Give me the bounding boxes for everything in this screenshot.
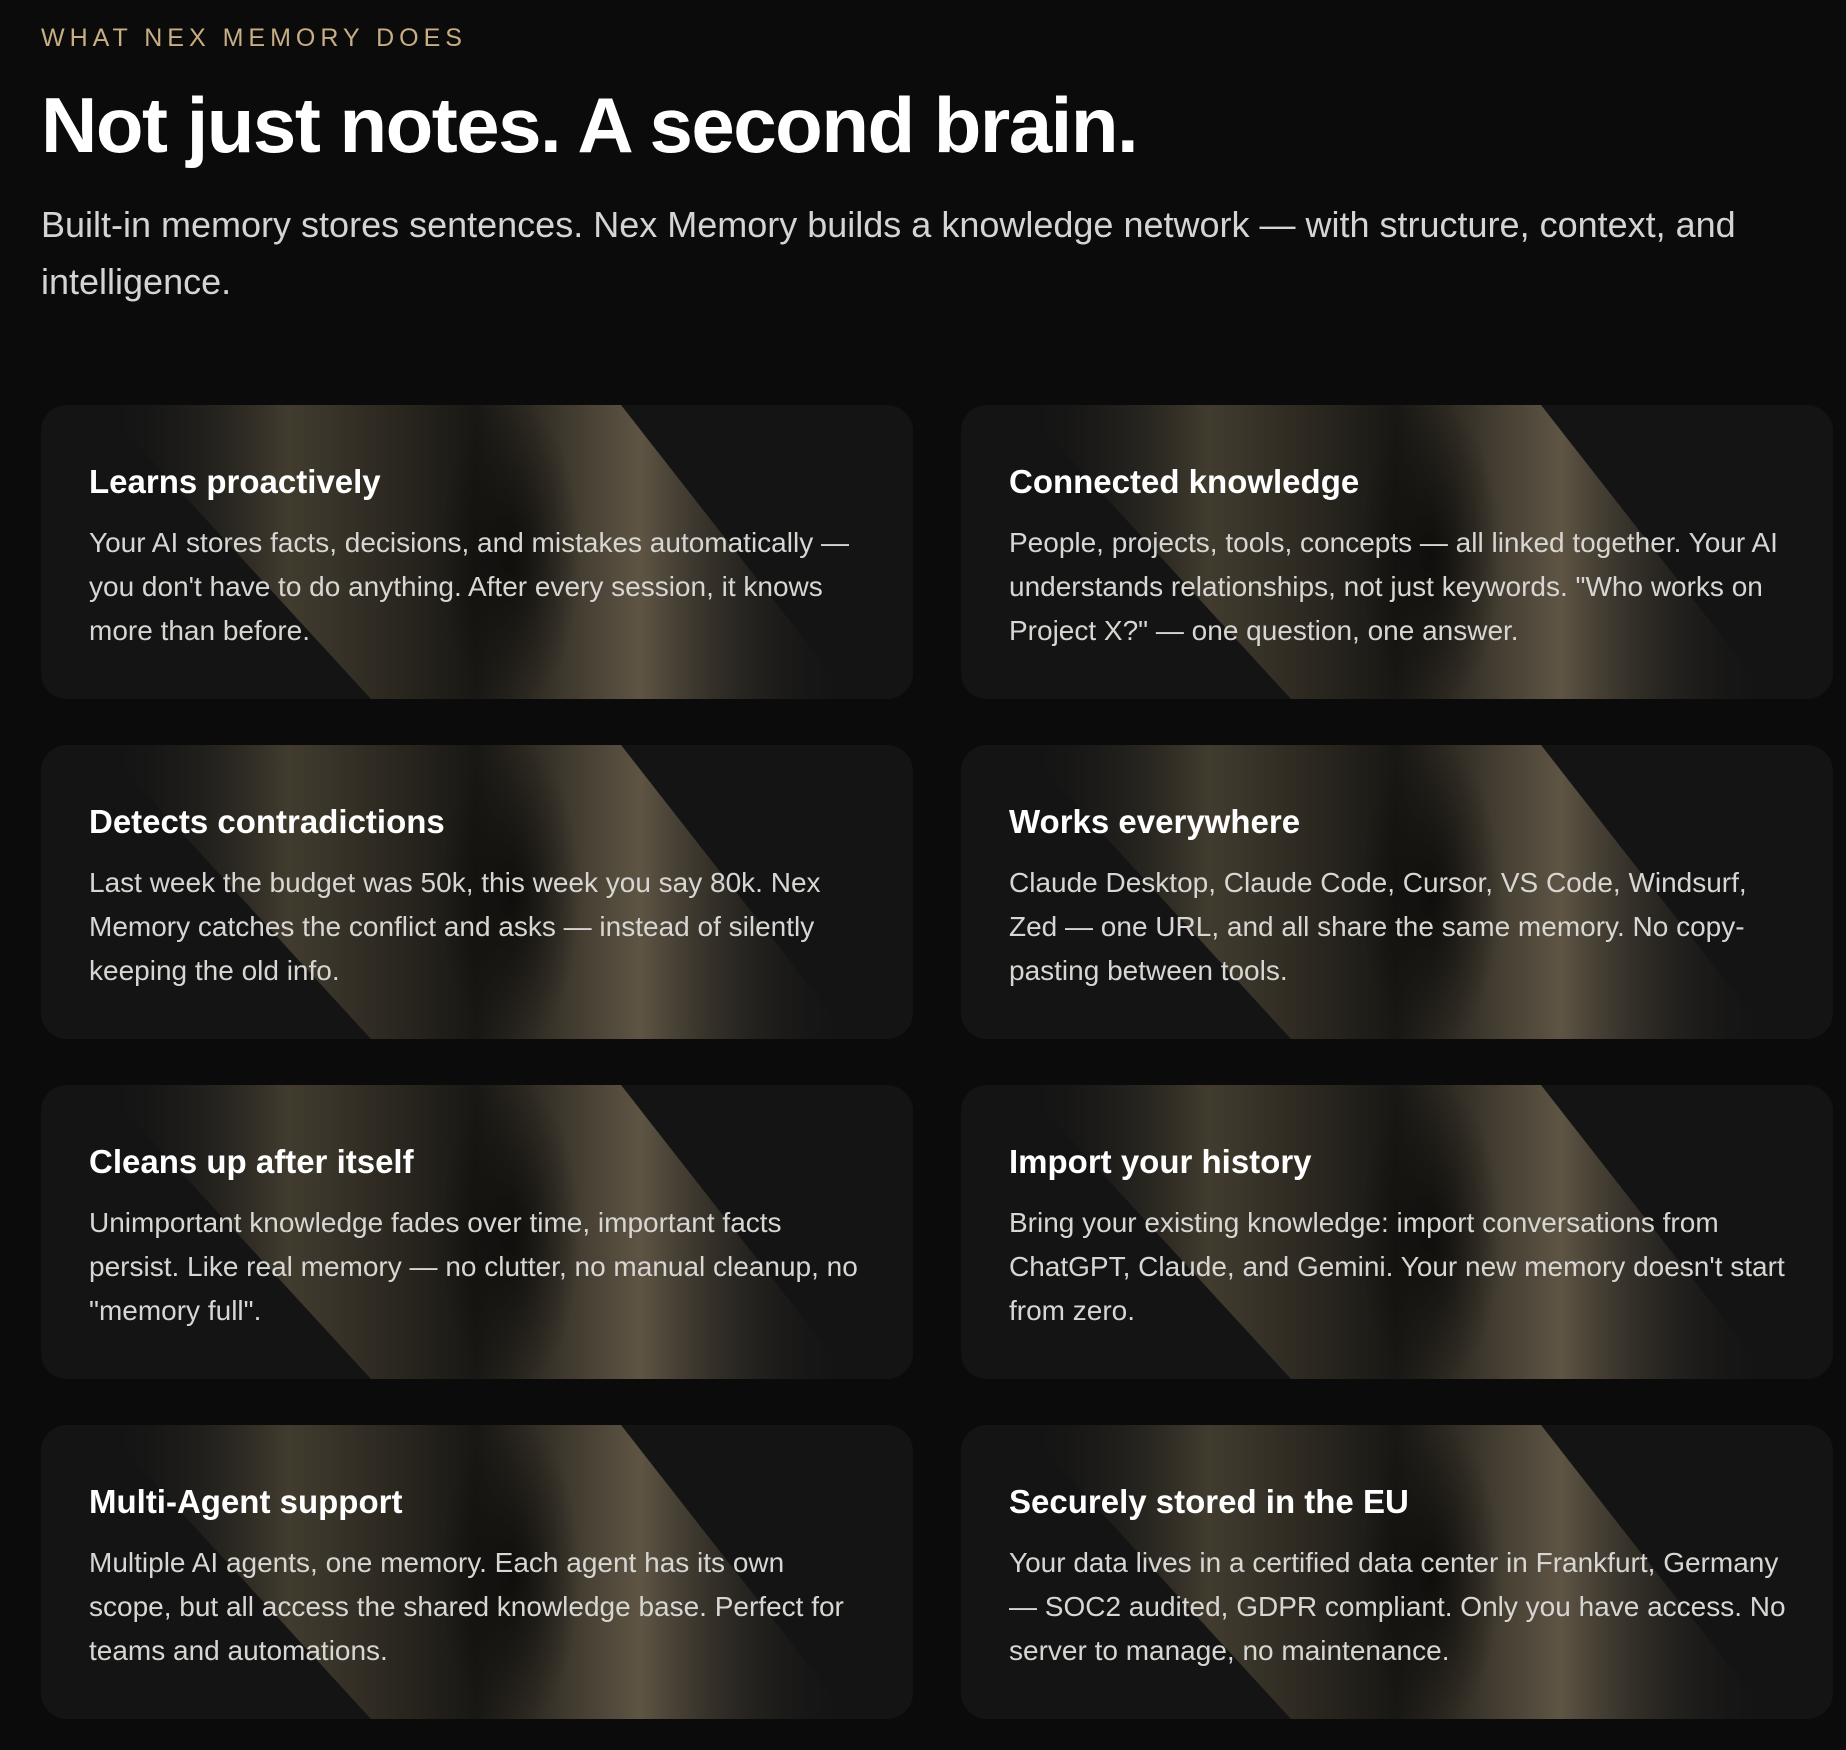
- section-eyebrow: WHAT NEX MEMORY DOES: [41, 24, 467, 52]
- card-content: [89, 1481, 873, 1673]
- feature-description: Your data lives in a certified data center in Frankfurt, Germany — SOC2 audited, GDPR compliant. Only you have access. No server to manage, no maintenance.: [1009, 1547, 1786, 1666]
- feature-card-connected-knowledge: [961, 405, 1833, 699]
- card-content: [1009, 1481, 1793, 1673]
- feature-title: Securely stored in the EU: [1009, 1483, 1409, 1520]
- feature-title: Cleans up after itself: [89, 1143, 414, 1180]
- feature-title: Import your history: [1009, 1143, 1312, 1180]
- feature-title: Multi-Agent support: [89, 1483, 403, 1520]
- feature-description: Last week the budget was 50k, this week you say 80k. Nex Memory catches the conflict and asks — instead of silently keeping the old info.: [89, 867, 821, 986]
- feature-card-securely-stored-in-the-eu: [961, 1425, 1833, 1719]
- card-content: [1009, 801, 1793, 993]
- section-subtitle: Built-in memory stores sentences. Nex Memory builds a knowledge network — with structure, context, and intelligence.: [41, 204, 1736, 302]
- feature-title: Learns proactively: [89, 463, 381, 500]
- feature-title: Connected knowledge: [1009, 463, 1360, 500]
- card-content: [89, 801, 873, 993]
- feature-description: People, projects, tools, concepts — all linked together. Your AI understands relationships, not just keywords. "Who works on Project X?" — one question, one answer.: [1009, 527, 1778, 646]
- feature-description: Bring your existing knowledge: import conversations from ChatGPT, Claude, and Gemini. Your new memory doesn't start from zero.: [1009, 1207, 1785, 1326]
- feature-card-works-everywhere: [961, 745, 1833, 1039]
- feature-card-learns-proactively: [41, 405, 913, 699]
- feature-description: Claude Desktop, Claude Code, Cursor, VS Code, Windsurf, Zed — one URL, and all share the same memory. No copy-pasting between tools.: [1009, 867, 1747, 986]
- feature-card-cleans-up-after-itself: [41, 1085, 913, 1379]
- feature-description: Multiple AI agents, one memory. Each agent has its own scope, but all access the shared knowledge base. Perfect for teams and automations.: [89, 1547, 844, 1666]
- card-content: [1009, 1141, 1793, 1333]
- feature-card-detects-contradictions: [41, 745, 913, 1039]
- feature-title: Works everywhere: [1009, 803, 1301, 840]
- feature-card-import-your-history: [961, 1085, 1833, 1379]
- card-content: [89, 1141, 873, 1333]
- card-content: [89, 461, 873, 653]
- feature-grid: [41, 405, 1831, 1719]
- feature-description: Unimportant knowledge fades over time, important facts persist. Like real memory — no clutter, no manual cleanup, no "memory full".: [89, 1207, 858, 1326]
- feature-card-multi-agent-support: [41, 1425, 913, 1719]
- feature-title: Detects contradictions: [89, 803, 445, 840]
- feature-description: Your AI stores facts, decisions, and mistakes automatically — you don't have to do anything. After every session, it knows more than before.: [89, 527, 849, 646]
- card-content: [1009, 461, 1793, 653]
- section-title: Not just notes. A second brain.: [41, 81, 1138, 169]
